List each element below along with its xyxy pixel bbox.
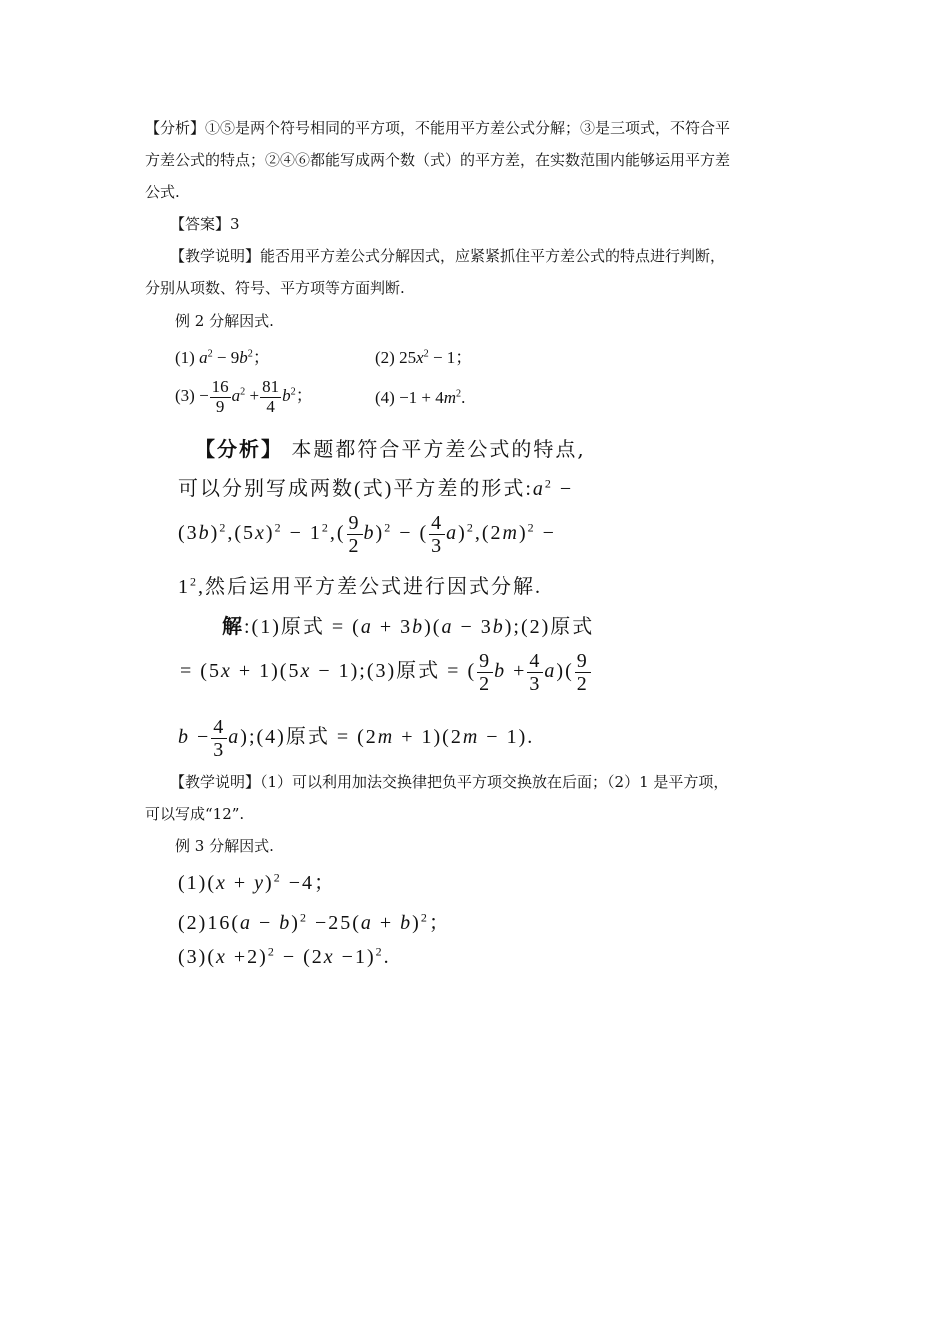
analysis-2-line-2: 可以分别写成两数(式)平方差的形式$:a^2$ −	[178, 476, 574, 500]
example-3-problem-3: $(3)(x +2)^2 - (2x -1)^2$.	[178, 944, 391, 968]
teaching-note-line-1: 【教学说明】能否用平方差公式分解因式，应紧紧抓住平方差公式的特点进行判断，	[170, 247, 726, 265]
example-2-problem-3	[175, 378, 313, 416]
example-2-title: 例 2 分解因式.	[175, 312, 274, 330]
example-3-title: 例 3 分解因式.	[175, 837, 274, 855]
example-2-problem-4	[375, 388, 465, 408]
analysis-text: 可以分别写成两数(式)平方差的形式:	[178, 478, 533, 500]
example-2-problem-1	[175, 343, 270, 368]
problem-label: (1)	[175, 348, 195, 367]
analysis-heading: 【分析】	[195, 437, 283, 461]
math-expression: $25x^2 - 1$；	[399, 348, 473, 367]
example-3-problem-2: $(2)16(a - b)^2 -25(a + b)^2$；	[178, 910, 451, 934]
problem-label: (4)	[375, 388, 395, 407]
math-expression: − $\frac{16}{9}$ $a^2$ + $\frac{81}{4}$ $b^2$；	[199, 377, 313, 416]
solution-label: 解	[222, 616, 244, 638]
teaching-note-2-line-1: 【教学说明】（1）可以利用加法交换律把负平方项交换放在后面；（2）1 是平方项，	[170, 773, 729, 791]
problem-label: (2)	[375, 348, 395, 367]
solution-line-3: b − $\frac{4}{3}$ a);(4)原式 = (2m + 1)(2m − 1).	[178, 716, 535, 761]
solution-term: 原式	[285, 726, 330, 749]
analysis-text: ,然后运用平方差公式进行因式分解.	[198, 576, 542, 598]
teaching-note-line-2: 分别从项数、符号、平方项等方面判断.	[145, 279, 405, 297]
analysis-line-3: 公式.	[145, 183, 180, 201]
example-3-problem-1: $(1)(x + y)^2 -4$；	[178, 870, 336, 894]
solution-line-1: 解:(1)原式 = (a + 3b)(a − 3b);(2)原式	[222, 616, 595, 638]
analysis-2-line-1	[195, 433, 586, 462]
analysis-text: 本题都符合平方差公式的特点,	[291, 437, 586, 461]
analysis-line-2: 方差公式的特点；②④⑥都能写成两个数（式）的平方差，在实数范围内能够运用平方差	[145, 151, 731, 169]
solution-term: 原式	[396, 660, 441, 683]
analysis-2-line-4: $1^2$,然后运用平方差公式进行因式分解.	[178, 574, 542, 598]
solution-term: 原式	[280, 616, 325, 638]
analysis-2-line-3: $(3b)^2,(5x)^2 - 1^2$,( $\frac{9}{2}$ b)$^2$ − ( $\frac{4}{3}$ $a)^2,(2m)^2$ −	[178, 512, 556, 557]
teaching-note-2-line-2: 可以写成“12”.	[145, 805, 245, 823]
solution-line-2: = (5x + 1)(5x − 1);(3)原式 = ( $\frac{9}{2}$ b + $\frac{4}{3}$ a)( $\frac{9}{2}$	[180, 650, 589, 695]
analysis-line-1: 【分析】①⑤是两个符号相同的平方项，不能用平方差公式分解；③是三项式，不符合平	[145, 119, 731, 137]
math-expression: $a^2 - 9b^2$；	[199, 348, 270, 367]
solution-term: 原式	[550, 616, 595, 638]
problem-label: (3)	[175, 386, 195, 406]
math-expression: $-1 + 4m^2$.	[399, 388, 466, 407]
answer-line: 【答案】3	[170, 215, 240, 233]
example-2-problem-2	[375, 343, 472, 368]
